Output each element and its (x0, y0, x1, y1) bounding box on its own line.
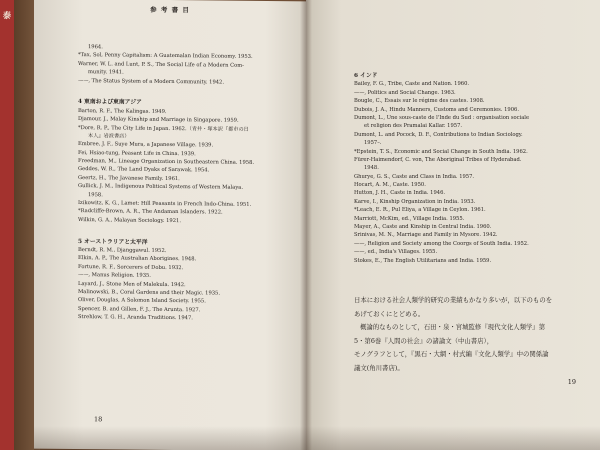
bibliography-entry: Karve, I., Kinship Organization in India. 1953. (354, 198, 476, 205)
bibliography-entry: Warner, W. L. and Lunt, P. S., The Social Life of a Modern Com- (78, 60, 244, 69)
bibliography-entry: *Dore, R. P., The City Life in Japan. 1962.（青井・塚本訳『都市の日 (78, 124, 249, 133)
bibliography-entry: Hutton, J. H., Caste in India. 1946. (354, 190, 446, 197)
bibliography-entry: Srinivas, M. N., Marriage and Family in Mysore. 1942. (354, 232, 498, 239)
bibliography-entry: Mayer, A., Caste and Kinship in Central India. 1960. (354, 224, 492, 231)
bibliography-entry: Malinowski, B., Coral Gardens and their Magic. 1935. (78, 288, 221, 297)
bibliography-entry: Hocart, A. M., Caste. 1950. (354, 182, 426, 189)
running-head: 参 考 書 目 (150, 5, 190, 15)
section-heading: 5 オーストラリアと太平洋 (78, 238, 148, 246)
bibliography-entry: ——, The Status System of a Modern Community. 1942. (78, 77, 225, 86)
bibliography-entry: Bailey, F. G., Tribe, Caste and Nation. 1960. (354, 81, 470, 88)
note-line: モノグラフとして，『黒石・大網・村式編『文化人類学』中の関係論 (354, 350, 549, 358)
note-line: 5・第6巻『人間の社会』の諸論文（中山書店）， (354, 336, 494, 345)
bibliography-entry: Fürer-Haimendorf, C. von, The Aboriginal Tribes of Hyderabad. (354, 156, 522, 163)
bibliography-entry: munity. 1941. (88, 69, 124, 76)
section-heading: 6 インド (354, 73, 378, 79)
bibliography-entry: Fortune, R. F., Sorcerers of Dobu. 1932. (78, 263, 184, 271)
bibliography-entry: ——, Manus Religion. 1935. (78, 272, 151, 279)
line-gap (78, 224, 300, 235)
bibliography-entry: Dumont, L. and Pocock, D. F., Contributions to Indian Sociology. (354, 131, 523, 138)
bottom-shadow (34, 426, 600, 450)
bibliography-entry: ——, Politics and Social Change. 1963. (354, 89, 456, 96)
note-line: あげておくにとどめる。 (354, 309, 425, 318)
bibliography-entry: Ghurye, G. S., Caste and Class in India. 1957. (354, 173, 475, 180)
bibliography-entry: Gullick, J. M., Indigenous Political Systems of Western Malaya. (78, 183, 244, 192)
bibliography-entry: Izikowitz, K. G., Lamet: Hill Peasants in French Indo-China. 1951. (78, 200, 252, 208)
bibliography-entry: Strehlow, T. G. H., Aranda Traditions. 1947. (78, 314, 193, 322)
left-page (34, 0, 306, 450)
right-page-bibliography (354, 72, 590, 265)
bibliography-entry: *Leach, E. R., Pul Eliya, a Village in Ceylon. 1961. (354, 207, 486, 214)
bibliography-entry: Stokes, E., The English Utilitarians and India. 1959. (354, 257, 492, 264)
bibliography-entry: Layard, J., Stone Men of Malekula. 1942. (78, 280, 186, 288)
note-line: 概論的なものとして，石田・泉・宮城監修『現代文化人類学』第 (360, 323, 546, 331)
note-line: 日本における社会人類学的研究の業績もかなり多いが，以下のものを (354, 296, 553, 304)
bibliography-entry: 1964. (88, 44, 103, 51)
bibliography-entry: Barton, R. F., The Kalingas. 1949. (78, 107, 167, 115)
bibliography-entry: Bougle, C., Essais sur le régime des castes. 1908. (354, 98, 485, 105)
bibliography-entry: Geddes, W. R., The Land Dyaks of Sarawak. 1954. (78, 166, 210, 174)
bibliography-entry: Berndt, R. M., Djanggawul. 1952. (78, 247, 167, 254)
book-cover-edge (0, 0, 14, 450)
bibliography-entry: Djamour, J., Malay Kinship and Marriage in Singapore. 1959. (78, 116, 239, 124)
bibliography-entry: Dubois, J. A., Hindu Manners, Customs and Ceremonies. 1906. (354, 106, 519, 113)
section-heading: 4 東南および東南アジア (78, 99, 142, 107)
bibliography-entry: Freedman, M., Lineage Organization in Southeastern China. 1958. (78, 158, 255, 166)
bibliography-entry: *Tax, Sol, Penny Capitalism: A Guatemalan Indian Economy. 1953. (78, 52, 253, 61)
book-gutter (300, 0, 312, 450)
bibliography-entry: Spencer, B. and Gillen, F. J., The Arunta. 1927. (78, 305, 201, 314)
bibliography-entry: ——, ed., India's Villages. 1955. (354, 249, 438, 256)
bibliography-entry: Marriott, McKim, ed., Village India. 1955. (354, 215, 465, 222)
bibliography-entry: Embree, J. F., Suye Mura, a Japanese Village. 1939. (78, 141, 214, 149)
cover-label: 泰 (3, 11, 11, 20)
bibliography-entry: 1957–. (364, 140, 382, 147)
bibliography-entry: Geertz, H., The Javanese Family. 1961. (78, 174, 180, 182)
right-page (306, 0, 600, 450)
note-line: 議文(角川書店)。 (354, 363, 404, 372)
line-gap (78, 85, 300, 96)
bibliography-entry: 1948. (364, 165, 379, 172)
bibliography-entry: Dumont, L., Une sous-caste de l'Inde du Sud : organisation sociale (354, 114, 530, 121)
bibliography-entry: ——, Religion and Society among the Coorgs of South India. 1952. (354, 240, 529, 247)
right-page-number: 19 (567, 378, 576, 386)
bibliography-entry: 本人』岩波書店） (88, 133, 130, 140)
bibliography-entry: Oliver, Douglas, A Solomon Island Society. 1955. (78, 297, 206, 305)
left-page-bibliography (78, 43, 300, 324)
japanese-note (354, 294, 586, 375)
bibliography-entry: Elkin, A. P., The Australian Aborigines. 1948. (78, 255, 197, 263)
bibliography-entry: et religion des Pramalai Kallar. 1957. (364, 123, 463, 130)
bibliography-entry: *Epstein, T. S., Economic and Social Change in South India. 1962. (354, 148, 528, 155)
bibliography-entry: *Radcliffe-Brown, A. R., The Andaman Islanders. 1922. (78, 208, 223, 216)
bibliography-entry: Wilkin, G. A., Malayan Sociology. 1921. (78, 216, 181, 224)
left-page-number: 18 (94, 415, 103, 424)
bibliography-entry: 1958. (88, 191, 103, 198)
bibliography-entry: Fei, Hsiao-tung, Peasant Life in China. 1939. (78, 149, 196, 157)
